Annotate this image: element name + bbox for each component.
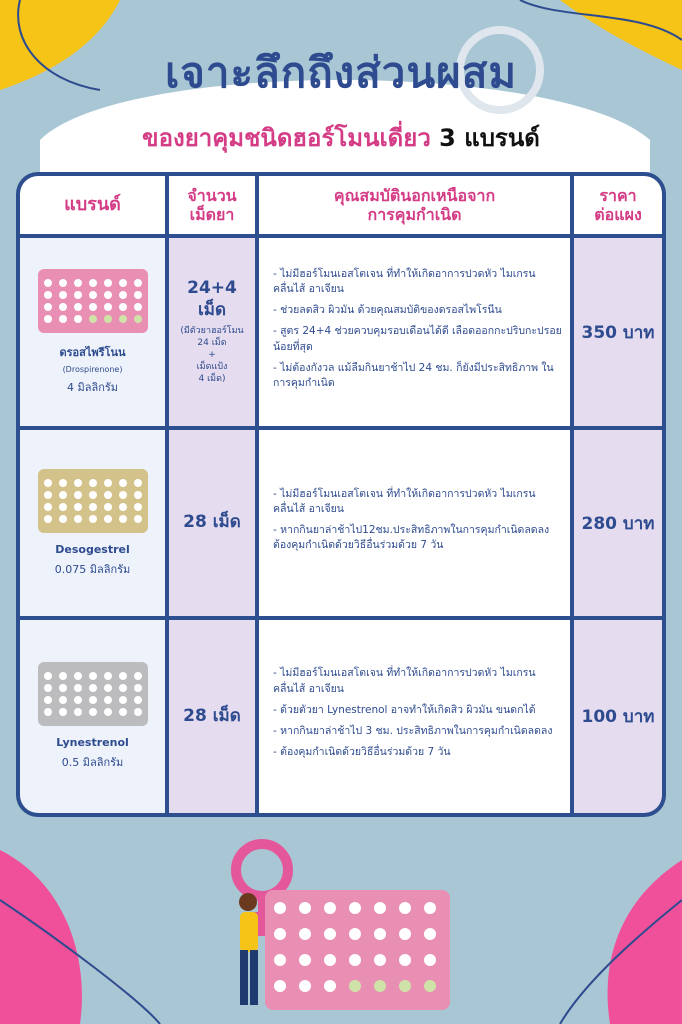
- pill-pack-drospirenone: [38, 269, 148, 333]
- table-row-2-price: 280 บาท: [574, 430, 662, 616]
- subtitle-part1: ของยาคุมชนิดฮอร์โมนเดี่ยว: [142, 124, 431, 152]
- table-row-1-properties: [259, 238, 570, 426]
- header-properties: คุณสมบัตินอกเหนือจาก การคุมกำเนิด: [259, 176, 570, 234]
- brand-name: Desogestrel: [55, 542, 130, 556]
- pill-pack-desogestrel: [38, 469, 148, 533]
- table-row-2-properties: [259, 430, 570, 616]
- brand-dose: 0.5 มิลลิกรัม: [61, 756, 124, 769]
- property-item: - ไม่มีฮอร์โมนเอสโตเจน ที่ทำให้เกิดอาการปวดหัว ไมเกรน คลื่นไส้ อาเจียน: [273, 267, 536, 295]
- property-item: - สูตร 24+4 ช่วยควบคุมรอบเดือนได้ดี เลือดออกกะปริบกะปรอยน้อยที่สุด: [273, 325, 562, 353]
- pill-pack-lynestrenol: [38, 662, 148, 726]
- page-subtitle: [0, 118, 682, 157]
- brand-subname: (Drospirenone): [62, 364, 123, 374]
- property-item: - ต้องคุมกำเนิดด้วยวิธีอื่นร่วมด้วย 7 วัน: [273, 746, 451, 759]
- title-area: [0, 40, 682, 157]
- property-item: - ไม่มีฮอร์โมนเอสโตเจน ที่ทำให้เกิดอาการปวดหัว ไมเกรน คลื่นไส้ อาเจียน: [273, 667, 536, 695]
- quantity-detail: (มีตัวยาฮอร์โมน 24 เม็ด + เม็ดแป้ง 4 เม็ด): [180, 325, 244, 385]
- table-row-3-properties: [259, 620, 570, 813]
- quantity-main: 24+4 เม็ด: [187, 278, 237, 320]
- property-item: - ด้วยตัวยา Lynestrenol อาจทำให้เกิดสิว ผิวมัน ขนดกได้: [273, 703, 536, 716]
- property-item: - หากกินยาล่าช้าไป12ชม.ประสิทธิภาพในการคุมกำเนิดลดลง ต้องคุมกำเนิดด้วยวิธีอื่นร่วมด้วย 7 วัน: [273, 524, 550, 552]
- subtitle-part2: 3 แบรนด์: [439, 124, 540, 152]
- table-row-2-quantity: [169, 430, 255, 616]
- brand-name: ดรอสไพรีโนน: [59, 345, 126, 359]
- table-row-3-quantity: [169, 620, 255, 813]
- property-item: - ไม่มีฮอร์โมนเอสโตเจน ที่ทำให้เกิดอาการปวดหัว ไมเกรน คลื่นไส้ อาเจียน: [273, 487, 536, 515]
- header-quantity: จำนวน เม็ดยา: [169, 176, 255, 234]
- quantity-main: 28 เม็ด: [183, 705, 241, 726]
- property-item: - ไม่ต้องกังวล แม้ลืมกินยาช้าไป 24 ชม. ก็ยังมีประสิทธิภาพ ในการคุมกำเนิด: [273, 361, 554, 390]
- woman-with-pill-pack-illustration: [220, 830, 460, 1024]
- table-row-1-price: 350 บาท: [574, 238, 662, 426]
- page-title: เจาะลึกถึงส่วนผสม: [164, 48, 518, 97]
- table-row-1-brand: [20, 238, 165, 426]
- quantity-main: 28 เม็ด: [183, 512, 241, 533]
- header-brand: แบรนด์: [20, 176, 165, 234]
- comparison-table: [16, 172, 666, 817]
- table-row-3-price: 100 บาท: [574, 620, 662, 813]
- property-item: - ช่วยลดสิว ผิวมัน ด้วยคุณสมบัติของดรอสไพโรนีน: [273, 304, 502, 317]
- property-item: - หากกินยาล่าช้าไป 3 ชม. ประสิทธิภาพในการคุมกำเนิดลดลง: [273, 725, 553, 738]
- table-row-3-brand: [20, 620, 165, 813]
- brand-name: Lynestrenol: [56, 736, 129, 749]
- brand-dose: 0.075 มิลลิกรัม: [54, 562, 131, 576]
- brand-dose: 4 มิลลิกรัม: [66, 380, 119, 394]
- table-row-2-brand: [20, 430, 165, 616]
- header-price: ราคา ต่อแผง: [574, 176, 662, 234]
- table-row-1-quantity: [169, 238, 255, 426]
